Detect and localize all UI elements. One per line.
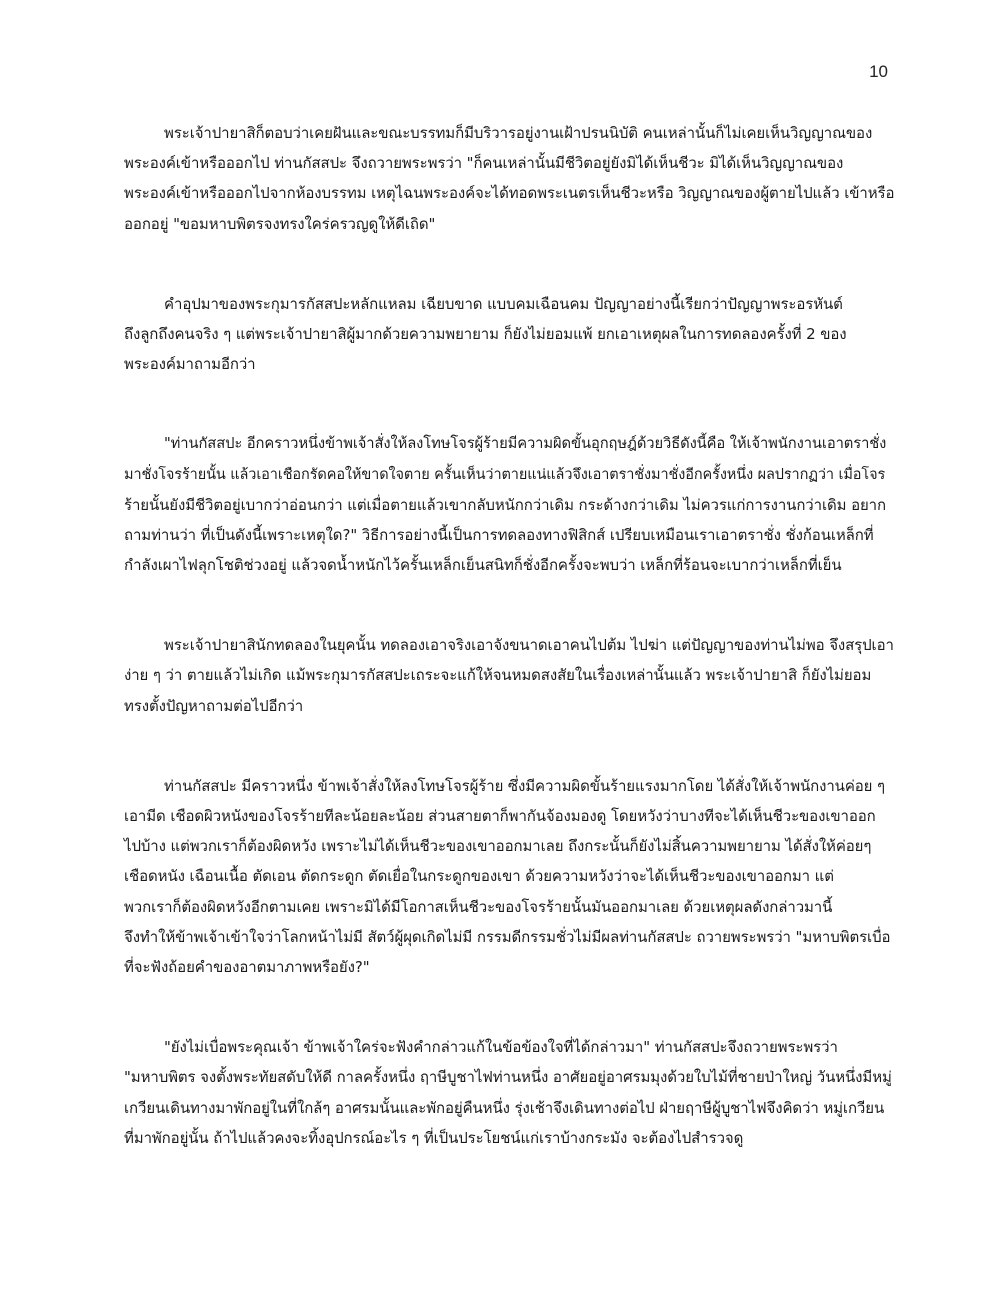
text-line: พวกเราก็ต้องผิดหวังอีกตามเคย เพราะมิได้มีโอกาสเห็นชีวะของโจรร้ายนั้นมันออกมาเลย ด้วยเหตุผลดังกล่าวมานี้ [124, 897, 833, 916]
text-line: พระเจ้าปายาสิก็ตอบว่าเคยฝันและขณะบรรทมก็มีบริวารอยู่งานเฝ้าปรนนิบัติ คนเหล่านั้นก็ไม่เคยเห็นวิญญาณของ [164, 124, 873, 142]
text-line: "ท่านกัสสปะ อีกคราวหนึ่งข้าพเจ้าสั่งให้ลงโทษโจรผู้ร้ายมีความผิดขั้นอุกฤษฎ์ด้วยวิธีดังนี้คือ ให้เจ้าพนักงานเอาตราชั่ง [164, 435, 887, 453]
text-line: ท่านกัสสปะ มีคราวหนึ่ง ข้าพเจ้าสั่งให้ลงโทษโจรผู้ร้าย ซึ่งมีความผิดขั้นร้ายแรงมากโดย ได้สั่งให้เจ้าพนักงานค่อย ๆ [164, 776, 885, 795]
text-line: "มหาบพิตร จงตั้งพระทัยสดับให้ดี กาลครั้งหนึ่ง ฤาษีบูชาไฟท่านหนึ่ง อาศัยอยู่อาศรมมุงด้วยใบไม้ที่ชายป่าใหญ่ วันหนึ่งมีหมู่ [124, 1068, 892, 1087]
text-line: ที่มาพักอยู่นั้น ถ้าไปแล้วคงจะทิ้งอุปกรณ์อะไร ๆ ที่เป็นประโยชน์แก่เราบ้างกระมัง จะต้องไปสำรวจดู [124, 1128, 744, 1147]
text-line: พระเจ้าปายาสินักทดลองในยุคนั้น ทดลองเอาจริงเอาจังขนาดเอาคนไปต้ม ไปฆ่า แต่ปัญญาของท่านไม่พอ จึงสรุปเอา [164, 636, 894, 655]
page-number: 10 [869, 62, 888, 81]
text-line: พระองค์เข้าหรือออกไป ท่านกัสสปะ จึงถวายพระพรว่า "ก็คนเหล่านั้นมีชีวิตอยู่ยังมิได้เห็นชีวะ มิได้เห็นวิญญาณของ [124, 154, 844, 173]
text-line: ร้ายนั้นยังมีชีวิตอยู่เบากว่าอ่อนกว่า แต่เมื่อตายแล้วเขากลับหนักกว่าเดิม กระด้างกว่าเดิม ไม่ควรแก่การงานกว่าเดิม อยาก [124, 495, 886, 514]
text-line: เกวียนเดินทางมาพักอยู่ในที่ใกล้ๆ อาศรมนั้นและพักอยู่คืนหนึ่ง รุ่งเช้าจึงเดินทางต่อไป ฝ่ายฤาษีผู้บูชาไฟจึงคิดว่า หมู่เกวียน [124, 1098, 885, 1117]
text-line: พระองค์มาถามอีกว่า [124, 355, 256, 374]
text-line: มาชั่งโจรร้ายนั้น แล้วเอาเชือกรัดคอให้ขาดใจตาย ครั้นเห็นว่าตายแน่แล้วจึงเอาตราชั่งมาชั่งอีกครั้งหนึ่ง ผลปรากฏว่า เมื่อโจร [124, 466, 886, 483]
text-line: คำอุปมาของพระกุมารกัสสปะหลักแหลม เฉียบขาด แบบคมเฉือนคม ปัญญาอย่างนี้เรียกว่าปัญญาพระอรหันต์ [164, 294, 843, 313]
document-body [124, 118, 894, 1203]
paragraph-3 [124, 429, 894, 580]
text-line: กำลังเผาไฟลุกโชติช่วงอยู่ แล้วจดน้ำหนักไว้ครั้นเหล็กเย็นสนิทก็ชั่งอีกครั้งจะพบว่า เหล็กที่ร้อนจะเบากว่าเหล็กที่เย็น [124, 556, 842, 575]
text-line: ถึงลูกถึงคนจริง ๆ แต่พระเจ้าปายาสิผู้มากด้วยความพยายาม ก็ยังไม่ยอมแพ้ ยกเอาเหตุผลในการทดลองครั้งที่ 2 ของ [124, 324, 847, 343]
paragraph-2 [124, 289, 894, 380]
text-line: ทรงตั้งปัญหาถามต่อไปอีกว่า [124, 696, 304, 715]
text-line: ที่จะฟังถ้อยคำของอาตมาภาพหรือยัง?" [124, 957, 370, 976]
text-line: จึงทำให้ข้าพเจ้าเข้าใจว่าโลกหน้าไม่มี สัตว์ผู้ผุดเกิดไม่มี กรรมดีกรรมชั่วไม่มีผลท่านกัสสปะ ถวายพระพรว่า "มหาบพิตรเบื่อ [124, 927, 891, 946]
text-line: เชือดหนัง เฉือนเนื้อ ตัดเอน ตัดกระดูก ตัดเยื่อในกระดูกของเขา ด้วยความหวังว่าจะได้เห็นชีวะของเขาออกมา แต่ [124, 867, 834, 886]
paragraph-1 [124, 118, 894, 239]
text-line: พระองค์เข้าหรือออกไปจากห้องบรรทม เหตุไฉนพระองค์จะได้ทอดพระเนตรเห็นชีวะหรือ วิญญาณของผู้ตายไปแล้ว เข้าหรือ [124, 184, 895, 203]
paragraph-4 [124, 630, 894, 721]
text-line: ไปบ้าง แต่พวกเราก็ต้องผิดหวัง เพราะไม่ได้เห็นชีวะของเขาออกมาเลย ถึงกระนั้นก็ยังไม่สิ้นความพยายาม ได้สั่งให้ค่อยๆ [124, 837, 872, 856]
paragraph-5 [124, 771, 894, 982]
text-line: เอามีด เชือดผิวหนังของโจรร้ายทีละน้อยละน้อย ส่วนสายตาก็พากันจ้องมองดู โดยหวังว่าบางทีจะได้เห็นชีวะของเขาออก [124, 807, 876, 825]
text-line: "ยังไม่เบื่อพระคุณเจ้า ข้าพเจ้าใคร่จะฟังคำกล่าวแก้ในข้อข้องใจที่ได้กล่าวมา" ท่านกัสสปะจึงถวายพระพรว่า [164, 1038, 838, 1057]
text-line: ถามท่านว่า ที่เป็นดังนี้เพราะเหตุใด?" วิธีการอย่างนี้เป็นการทดลองทางฟิสิกส์ เปรียบเหมือนเราเอาตราชั่ง ชั่งก้อนเหล็กที่ [124, 525, 874, 544]
text-line: ออกอยู่ "ขอมหาบพิตรจงทรงใคร่ครวญดูให้ดีเถิด" [124, 214, 436, 233]
text-line: ง่าย ๆ ว่า ตายแล้วไม่เกิด แม้พระกุมารกัสสปะเถระจะแก้ให้จนหมดสงสัยในเรื่องเหล่านั้นแล้ว พระเจ้าปายาสิ ก็ยังไม่ยอม [124, 666, 872, 685]
paragraph-6 [124, 1032, 894, 1153]
